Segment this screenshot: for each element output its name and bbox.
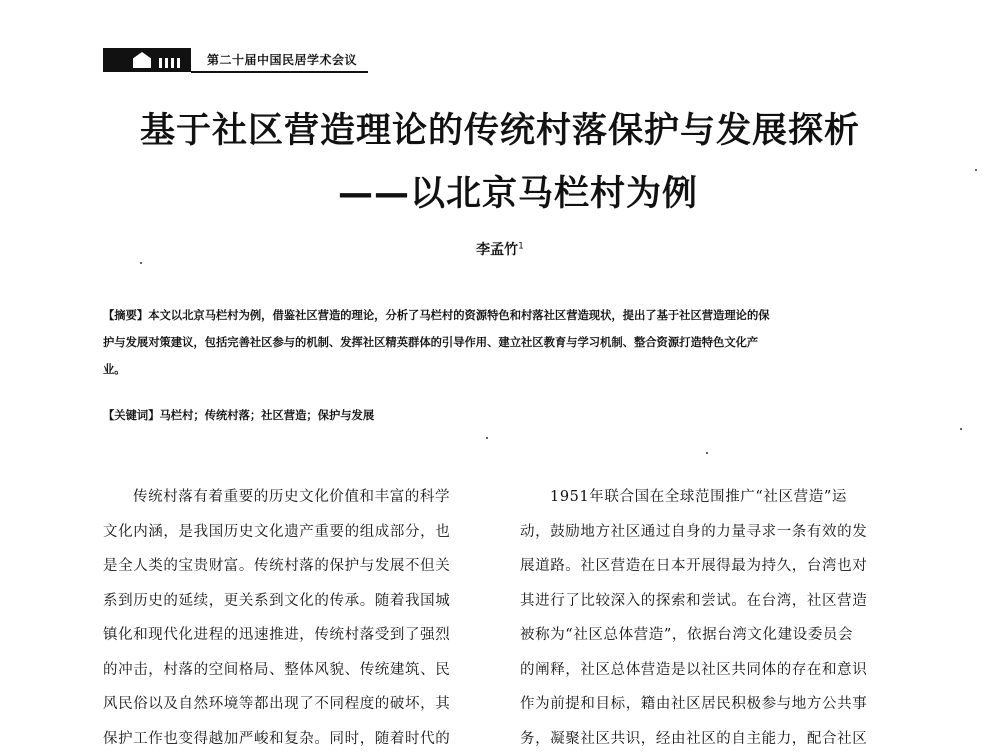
keywords bbox=[103, 407, 898, 423]
paper-subtitle: ——以北京马栏村为例 bbox=[0, 166, 1000, 216]
body-line: 其进行了比较深入的探索和尝试。在台湾，社区营造 bbox=[520, 584, 902, 619]
body-right-column bbox=[520, 480, 902, 756]
body-line: 保护工作也变得越加严峻和复杂。同时，随着时代的 bbox=[103, 722, 485, 756]
scan-speck bbox=[140, 262, 142, 264]
running-header bbox=[103, 40, 368, 72]
bars-icon bbox=[159, 58, 181, 68]
abstract-label: 【摘要】 bbox=[103, 309, 148, 322]
conference-name: 第二十届中国民居学术会议 bbox=[207, 51, 357, 68]
abstract-line: 业。 bbox=[103, 356, 898, 383]
scan-speck bbox=[975, 169, 977, 171]
body-line: 被称为“社区总体营造”，依据台湾文化建设委员会 bbox=[520, 618, 902, 653]
body-line: 文化内涵，是我国历史文化遗产重要的组成部分，也 bbox=[103, 515, 485, 550]
keywords-text: 马栏村；传统村落；社区营造；保护与发展 bbox=[160, 409, 375, 422]
scan-speck bbox=[486, 437, 488, 439]
paper-title: 基于社区营造理论的传统村落保护与发展探析 bbox=[0, 103, 1000, 153]
abstract bbox=[103, 302, 898, 383]
body-line: 作为前提和目标，籍由社区居民积极参与地方公共事 bbox=[520, 687, 902, 722]
scan-speck bbox=[706, 452, 708, 454]
body-line: 动，鼓励地方社区通过自身的力量寻求一条有效的发 bbox=[520, 515, 902, 550]
body-line: 的冲击，村落的空间格局、整体风貌、传统建筑、民 bbox=[103, 653, 485, 688]
body-line: 务，凝聚社区共识，经由社区的自主能力，配合社区 bbox=[520, 722, 902, 756]
body-line: 系到历史的延续，更关系到文化的传承。随着我国城 bbox=[103, 584, 485, 619]
affiliation-mark: 1 bbox=[518, 241, 524, 251]
author-line bbox=[0, 239, 1000, 259]
keywords-label: 【关键词】 bbox=[103, 409, 160, 422]
scan-speck bbox=[960, 428, 962, 430]
house-icon bbox=[133, 52, 151, 68]
author-name: 李孟竹 bbox=[476, 242, 518, 258]
body-line: 的阐释，社区总体营造是以社区共同体的存在和意识 bbox=[520, 653, 902, 688]
conference-logo bbox=[103, 48, 191, 72]
header-rule bbox=[191, 71, 368, 73]
body-line: 是全人类的宝贵财富。传统村落的保护与发展不但关 bbox=[103, 549, 485, 584]
body-line: 风民俗以及自然环境等都出现了不同程度的破坏，其 bbox=[103, 687, 485, 722]
body-left-column bbox=[103, 480, 485, 756]
abstract-line: 【摘要】本文以北京马栏村为例，借鉴社区营造的理论，分析了马栏村的资源特色和村落社区营造现状，提出了基于社区营造理论的保 bbox=[103, 302, 898, 329]
body-line: 镇化和现代化进程的迅速推进，传统村落受到了强烈 bbox=[103, 618, 485, 653]
body-line: 展道路。社区营造在日本开展得最为持久，台湾也对 bbox=[520, 549, 902, 584]
body-line: 传统村落有着重要的历史文化价值和丰富的科学 bbox=[103, 480, 485, 515]
abstract-line: 护与发展对策建议，包括完善社区参与的机制、发挥社区精英群体的引导作用、建立社区教育与学习机制、整合资源打造特色文化产 bbox=[103, 329, 898, 356]
body-line: 1951年联合国在全球范围推广“社区营造”运 bbox=[520, 480, 902, 515]
